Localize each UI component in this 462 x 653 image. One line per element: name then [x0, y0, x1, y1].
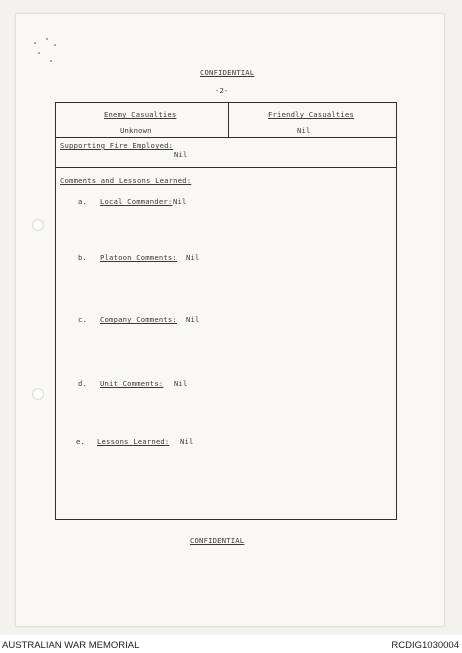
comment-label: Unit Comments:: [100, 379, 164, 388]
comment-value: Nil: [174, 379, 188, 388]
comment-label: Company Comments:: [100, 315, 177, 324]
punch-hole: [32, 219, 44, 231]
comment-label: Lessons Learned:: [97, 437, 170, 446]
comment-label: Platoon Comments:: [100, 253, 177, 262]
paper-speck: [46, 38, 48, 40]
comment-value: Nil: [180, 437, 194, 446]
punch-hole: [32, 388, 44, 400]
comment-value: Nil: [186, 253, 200, 262]
supporting-fire-value: Nil: [174, 150, 188, 159]
comment-letter: b.: [78, 253, 88, 262]
paper-speck: [38, 52, 40, 54]
comment-label: Local Commander:: [100, 197, 173, 206]
supporting-fire-label: Supporting Fire Employed:: [60, 141, 174, 150]
archive-footer: [0, 635, 462, 653]
classification-bottom: CONFIDENTIAL: [190, 536, 245, 545]
table-row-divider: [55, 137, 397, 138]
table-border-top: [55, 102, 397, 103]
table-border-right: [396, 102, 397, 520]
comment-letter: e.: [76, 437, 86, 446]
page-number: -2-: [215, 86, 229, 95]
comment-letter: c.: [78, 315, 88, 324]
friendly-casualties-header: Friendly Casualties: [268, 110, 355, 119]
paper-speck: [54, 44, 56, 46]
comment-letter: a.: [78, 197, 88, 206]
enemy-casualties-value: Unknown: [120, 126, 152, 135]
table-border-bottom: [55, 519, 397, 520]
comment-value: Nil: [173, 197, 187, 206]
enemy-casualties-header: Enemy Casualties: [104, 110, 177, 119]
comment-letter: d.: [78, 379, 88, 388]
paper-speck: [50, 60, 52, 62]
classification-top: CONFIDENTIAL: [200, 68, 255, 77]
comment-value: Nil: [186, 315, 200, 324]
table-column-divider: [228, 102, 229, 138]
table-row-divider: [55, 167, 397, 168]
paper-speck: [34, 42, 36, 44]
table-border-left: [55, 102, 56, 520]
document-page: [16, 14, 444, 626]
institution-name: AUSTRALIAN WAR MEMORIAL: [2, 640, 140, 651]
friendly-casualties-value: Nil: [297, 126, 311, 135]
record-id: RCDIG1030004: [391, 640, 459, 651]
comments-heading: Comments and Lessons Learned:: [60, 176, 192, 185]
